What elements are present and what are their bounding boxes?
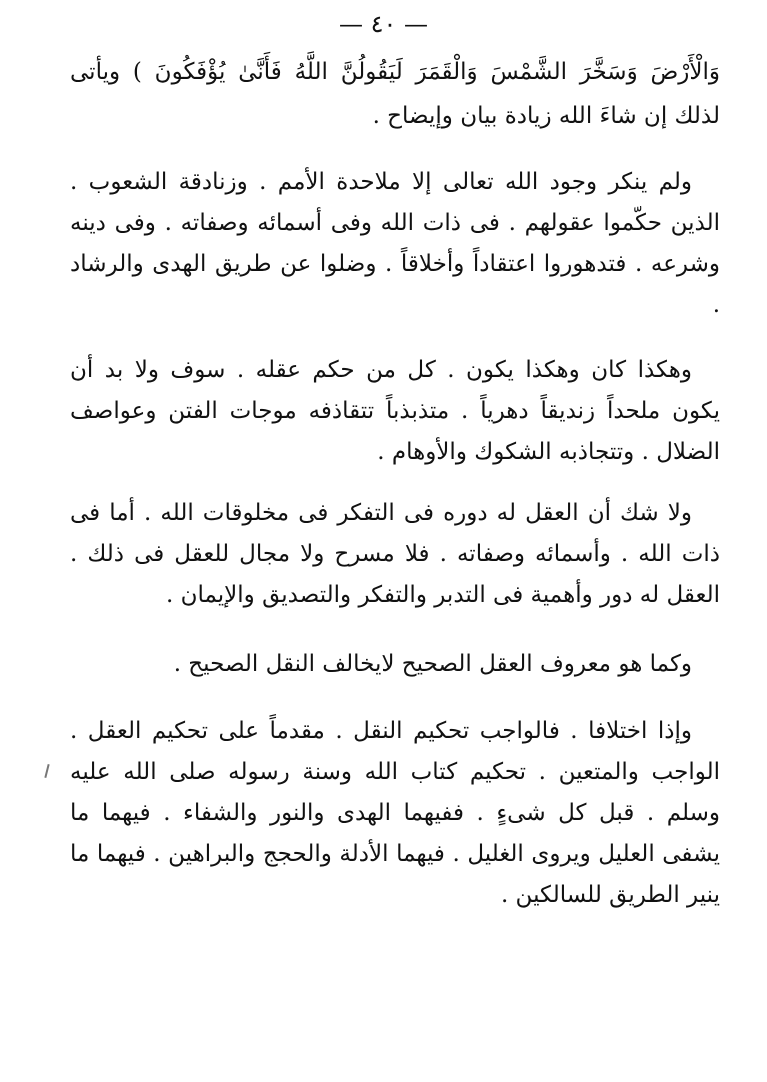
paragraph-role-of-reason: ولا شك أن العقل له دوره فى التفكر فى مخلوقات الله . أما فى ذات الله . وأسمائه وصفاته . فلا مسرح ولا مجال للعقل فى ذلك . العقل له دور وأهمية فى التدبر والتفكر والتصديق والإيمان . [70, 500, 720, 608]
paragraph-text: ويأتى لذلك إن شاءَ الله زيادة بيان وإيضاح . [70, 59, 720, 129]
paragraph-conflict: وإذا اختلافا . فالواجب تحكيم النقل . مقدماً على تحكيم العقل . الواجب والمتعين . تحكيم كتاب الله وسنة رسوله صلى الله عليه وسلم . قبل كل شىءٍ . ففيهما الهدى والنور والشفاء . فيهما ما يشفى العليل ويروى الغليل . فيهما الأدلة والحجج والبراهين . فيهما ما ينير الطريق للسالكين . [70, 718, 720, 908]
paragraph-verse-continuation [70, 50, 720, 138]
page-body [70, 50, 720, 916]
paragraph-deniers: ولم ينكر وجود الله تعالى إلا ملاحدة الأمم . وزنادقة الشعوب . الذين حكّموا عقولهم . فى ذات الله وفى أسمائه وصفاته . وفى دينه وشرعه . فتدهوروا اعتقاداً وأخلاقاً . وضلوا عن طريق الهدى والرشاد . [70, 169, 720, 318]
paragraph-reason-judge: وهكذا كان وهكذا يكون . كل من حكم عقله . سوف ولا بد أن يكون ملحداً زنديقاً دهرياً . متذبذباً تتقاذفه موجات الفتن وعواصف الضلال . وتتجاذبه الشكوك والأوهام . [70, 357, 720, 465]
paragraph-sound-reason: وكما هو معروف العقل الصحيح لايخالف النقل الصحيح . [173, 651, 692, 677]
page-number: — ٤٠ — [338, 10, 429, 38]
quran-verse-text: وَالْأَرْضَ وَسَخَّرَ الشَّمْسَ وَالْقَمَرَ لَيَقُولُنَّ اللَّهُ فَأَنَّىٰ يُؤْفَكُونَ ) [132, 59, 721, 85]
margin-mark [44, 764, 49, 778]
